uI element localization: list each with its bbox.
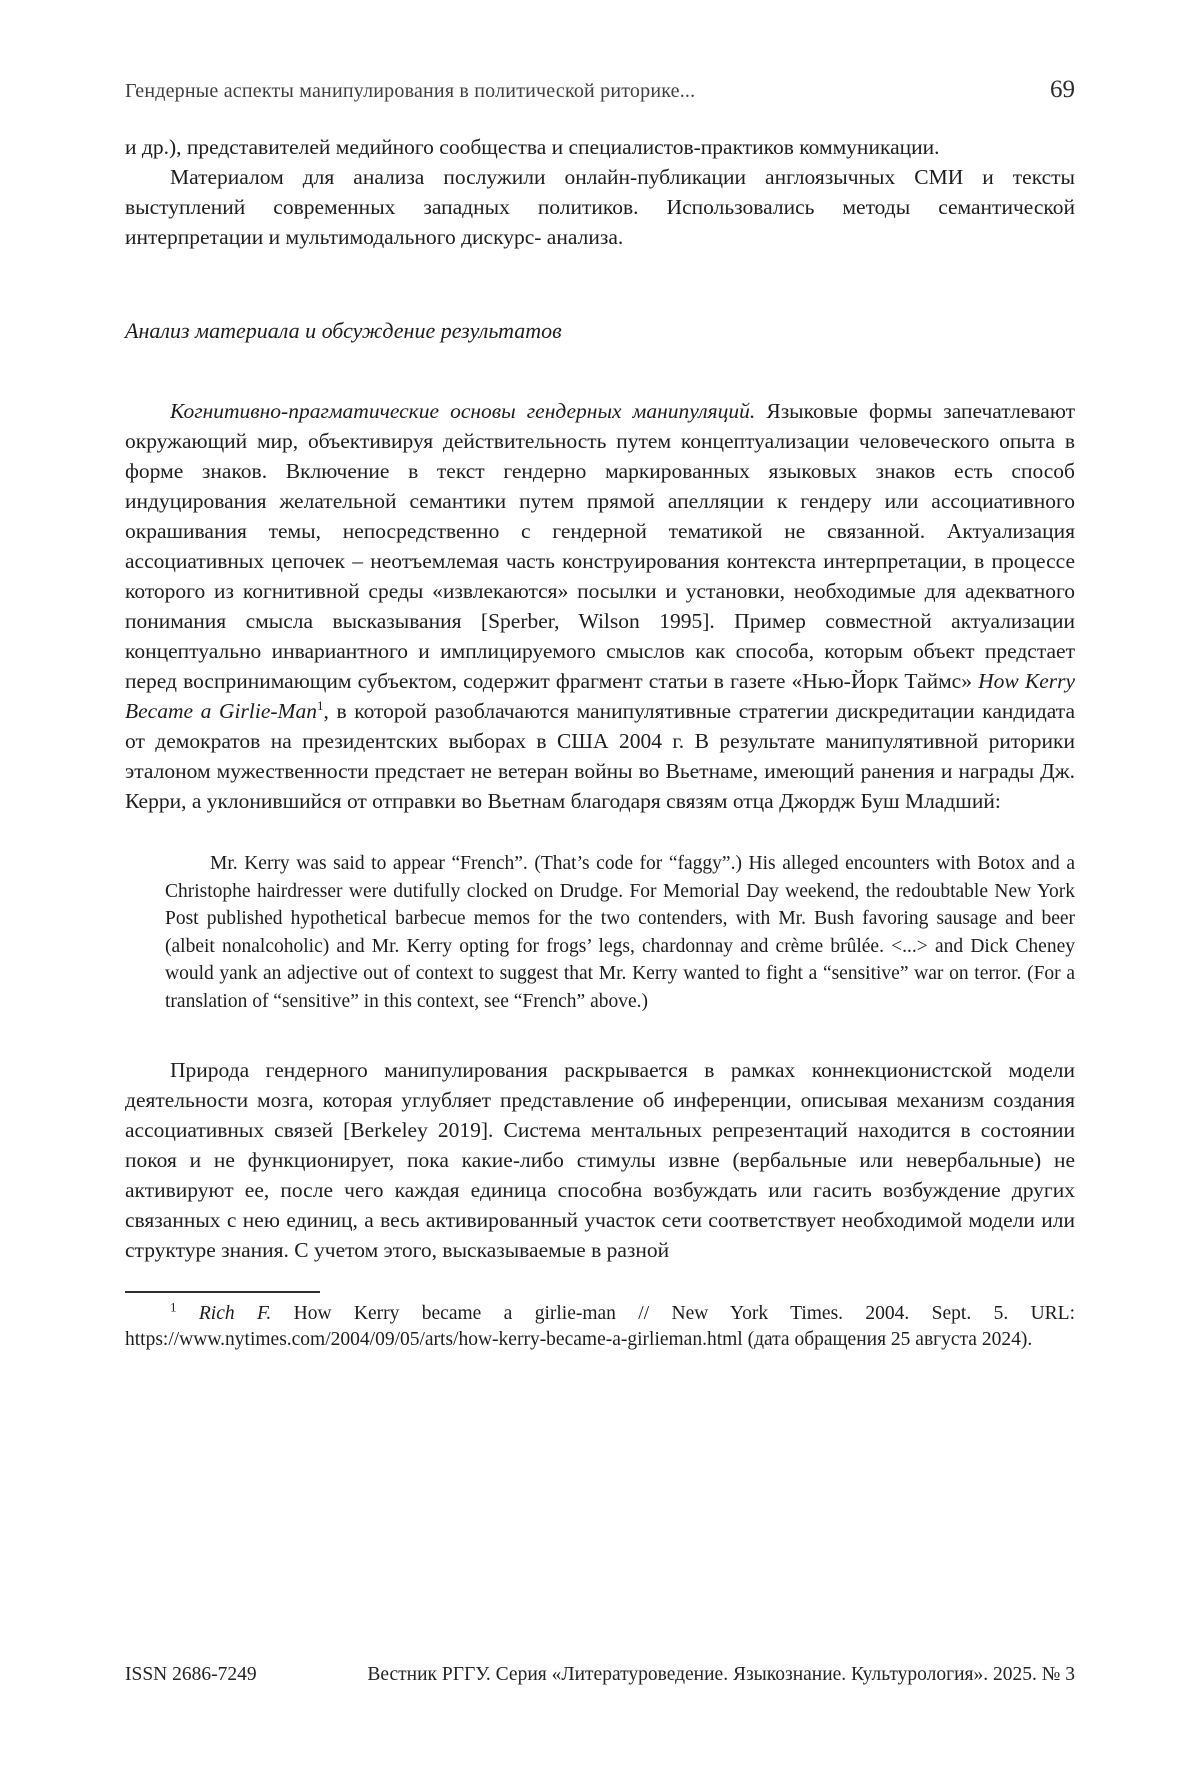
footnote-author-italic: Rich F. [198, 1303, 272, 1324]
page-content [125, 0, 1075, 1353]
page-number: 69 [1050, 76, 1075, 103]
footer-journal-title: Вестник РГГУ. Серия «Литературоведение. Языкознание. Культурология». 2025. № 3 [367, 1664, 1075, 1685]
paragraph-body-text-after: , в которой разоблачаются манипулятивные стратегии дискредитации кандидата от демократов на президентских выборах в США 2004 г. В результате манипулятивной риторики эталоном мужественности предстает не ветеран войны во Вьетнаме, имеющий ранения и награды Дж. Керри, а уклонившийся от отправки во Вьетнам благодаря связям отца Джордж Буш Младший: [125, 699, 1075, 813]
running-header [125, 76, 1075, 104]
footnote-separator-rule [125, 1291, 320, 1293]
article-title-italic: How Kerry Became a Girlie-Man [125, 669, 1076, 723]
paragraph-lead-italic: Когнитивно-прагматические основы гендерных манипуляций. [170, 399, 756, 423]
footer-issn: ISSN 2686-7249 [125, 1664, 257, 1685]
paragraph-material: Материалом для анализа послужили онлайн-публикации англоязычных СМИ и тексты выступлений современных западных политиков. Использовались методы семантической интерпретации и мультимодального дискурс- анализа. [125, 165, 1075, 249]
running-header-title: Гендерные аспекты манипулирования в политической риторике... [125, 80, 696, 102]
footnote [125, 1301, 1075, 1353]
paragraph-nature: Природа гендерного манипулирования раскрывается в рамках коннекционистской модели деятельности мозга, которая углубляет представление об инференции, описывая механизм создания ассоциативных связей [Berkeley 2019]. Система ментальных репрезентаций находится в состоянии покоя и не функционирует, пока какие-либо стимулы извне (вербальные или невербальные) не активируют ее, после чего каждая единица способна возбуждать или гасить возбуждение других связанных с нею единиц, а весь активированный участок сети соответствует необходимой модели или структуре знания. С учетом этого, высказываемые в разной [125, 1058, 1075, 1262]
paragraph-intro-continuation: и др.), представителей медийного сообщества и специалистов-практиков коммуникации. [125, 135, 940, 159]
footnote-text: How Kerry became a girlie-man // New York Times. 2004. Sept. 5. URL: https://www.nytimes.com/2004/09/05/arts/how-kerry-became-a-girlieman.html (дата обращения 25 августа 2024). [125, 1303, 1075, 1350]
footnote-reference-mark: 1 [316, 697, 324, 713]
paragraph-cognitive [125, 396, 1075, 816]
footnote-number: 1 [170, 1299, 177, 1315]
english-blockquote: Mr. Kerry was said to appear “French”. (That’s code for “faggy”.) His alleged encounters with Botox and a Christophe hairdresser were dutifully clocked on Drudge. For Memorial Day weekend, the redoubtable New York Post published hypothetical barbecue memos for the two contenders, with Mr. Bush favoring sausage and beer (albeit nonalcoholic) and Mr. Kerry opting for frogs’ legs, chardonnay and crème brûlée. <...> and Dick Cheney would yank an adjective out of context to suggest that Mr. Kerry wanted to fight a “sensitive” war on terror. (For a translation of “sensitive” in this context, see “French” above.) [165, 853, 1075, 1012]
paragraph-body-text: Языковые формы запечатлевают окружающий мир, объективируя действительность путем концептуализации человеческого опыта в форме знаков. Включение в текст гендерно маркированных языковых знаков есть способ индуцирования желательной семантики путем прямой апелляции к гендеру или ассоциативного окрашивания темы, непосредственно с гендерной тематикой не связанной. Актуализация ассоциативных цепочек – неотъемлемая часть конструирования контекста интерпретации, в процессе которого из когнитивной среды «извлекаются» посылки и установки, необходимые для адекватного понимания смысла высказывания [Sperber, Wilson 1995]. Пример совместной актуализации концептуально инвариантного и имплицируемого смыслов как способа, которым объект предстает перед воспринимающим субъектом, содержит фрагмент статьи в газете «Нью-Йорк Таймс» [125, 399, 1075, 693]
page-footer [125, 1664, 1075, 1686]
section-heading: Анализ материала и обсуждение результатов [125, 318, 562, 343]
